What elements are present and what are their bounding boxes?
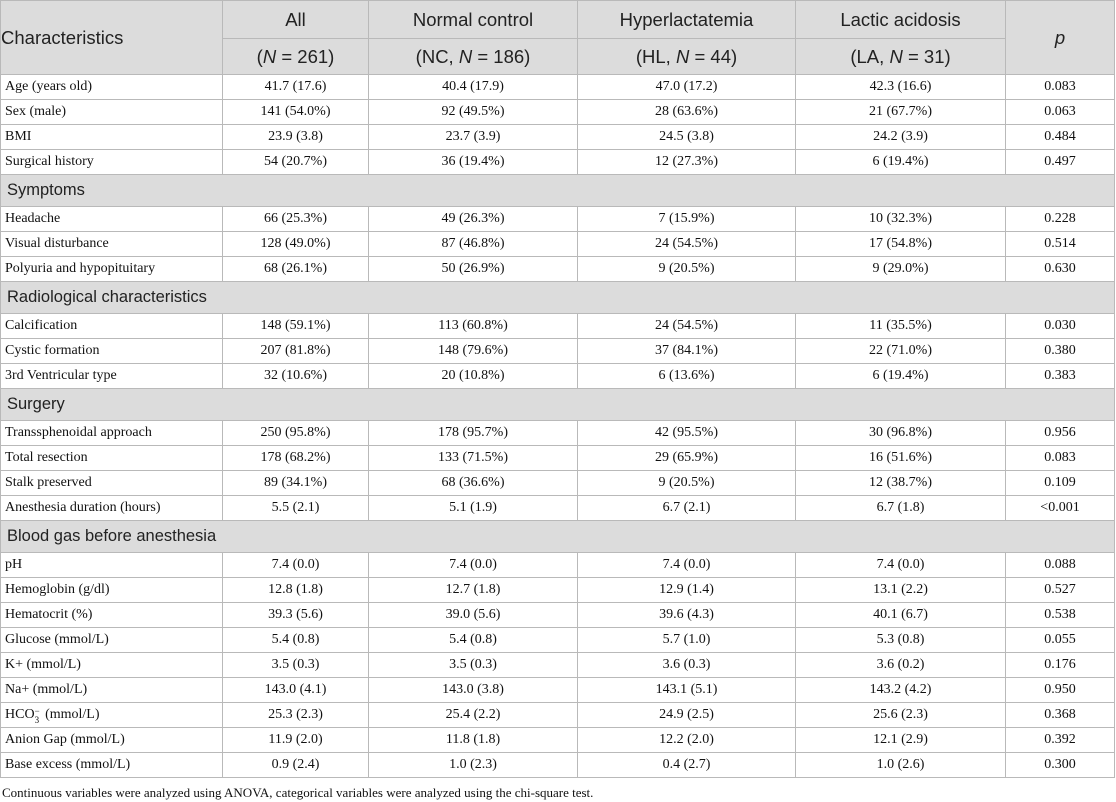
value-cell-la: 7.4 (0.0) — [796, 553, 1006, 578]
row-label — [1, 339, 223, 364]
table-footnote: Continuous variables were analyzed using ANOVA, categorical variables were analyzed using the chi-square test. — [2, 785, 594, 800]
n-prefix: NC, — [421, 45, 459, 67]
n-symbol: N — [889, 45, 903, 67]
row-label — [1, 471, 223, 496]
n-value: 31 — [923, 45, 945, 67]
n-symbol: N — [458, 45, 473, 67]
table-row — [1, 553, 1115, 578]
p-value-cell: 0.527 — [1006, 578, 1115, 603]
row-label — [1, 125, 223, 150]
value-cell-nc: 113 (60.8%) — [369, 314, 578, 339]
value-cell-nc: 3.5 (0.3) — [369, 653, 578, 678]
value-cell-all: 66 (25.3%) — [223, 207, 369, 232]
value-cell-hl: 7 (15.9%) — [578, 207, 796, 232]
value-cell-la: 22 (71.0%) — [796, 339, 1006, 364]
value-cell-all: 128 (49.0%) — [223, 232, 369, 257]
p-value-cell: 0.088 — [1006, 553, 1115, 578]
row-label-text: Cystic formation — [5, 343, 100, 358]
value-cell-hl: 12.9 (1.4) — [578, 578, 796, 603]
p-value-cell: 0.030 — [1006, 314, 1115, 339]
header-p-value: p — [1006, 1, 1115, 75]
row-label-text: Polyuria and hypopituitary — [5, 261, 156, 276]
value-cell-hl: 37 (84.1%) — [578, 339, 796, 364]
p-value-cell: 0.368 — [1006, 703, 1115, 728]
section-header-row — [1, 521, 1115, 553]
chemical-subscript-superscript — [34, 706, 42, 725]
row-label-text: Base excess (mmol/L) — [5, 757, 131, 772]
value-cell-nc: 20 (10.8%) — [369, 364, 578, 389]
row-label-text: Calcification — [5, 318, 78, 333]
row-label-text: Surgical history — [5, 154, 94, 169]
n-symbol: N — [262, 45, 277, 67]
value-cell-la: 143.2 (4.2) — [796, 678, 1006, 703]
row-label-text: HCO — [5, 707, 35, 722]
value-cell-la: 1.0 (2.6) — [796, 753, 1006, 778]
header-characteristics: Characteristics — [1, 1, 223, 75]
row-label-text: pH — [5, 557, 23, 572]
row-label — [1, 653, 223, 678]
value-cell-la: 30 (96.8%) — [796, 421, 1006, 446]
value-cell-hl: 39.6 (4.3) — [578, 603, 796, 628]
row-label-text: Anion Gap (mmol/L) — [5, 732, 125, 747]
row-label — [1, 553, 223, 578]
value-cell-la: 42.3 (16.6) — [796, 75, 1006, 100]
p-value-cell: 0.514 — [1006, 232, 1115, 257]
value-cell-nc: 5.1 (1.9) — [369, 496, 578, 521]
row-label-text: Total resection — [5, 450, 88, 465]
table-row — [1, 232, 1115, 257]
value-cell-nc: 178 (95.7%) — [369, 421, 578, 446]
value-cell-hl: 42 (95.5%) — [578, 421, 796, 446]
header-group-lactic-acidosis: Lactic acidosis — [796, 1, 1006, 39]
row-label — [1, 150, 223, 175]
value-cell-hl: 3.6 (0.3) — [578, 653, 796, 678]
section-header-row — [1, 389, 1115, 421]
value-cell-all: 148 (59.1%) — [223, 314, 369, 339]
value-cell-nc: 143.0 (3.8) — [369, 678, 578, 703]
row-label-text: 3rd Ventricular type — [5, 368, 117, 383]
n-symbol: N — [675, 45, 690, 67]
header-n-lactic-acidosis: (LA, N = 31) — [796, 39, 1006, 75]
value-cell-la: 13.1 (2.2) — [796, 578, 1006, 603]
value-cell-la: 40.1 (6.7) — [796, 603, 1006, 628]
p-value-cell: 0.055 — [1006, 628, 1115, 653]
value-cell-la: 11 (35.5%) — [796, 314, 1006, 339]
value-cell-nc: 11.8 (1.8) — [369, 728, 578, 753]
value-cell-hl: 6 (13.6%) — [578, 364, 796, 389]
p-value-cell: 0.484 — [1006, 125, 1115, 150]
value-cell-all: 11.9 (2.0) — [223, 728, 369, 753]
n-prefix: LA, — [856, 45, 890, 67]
value-cell-hl: 6.7 (2.1) — [578, 496, 796, 521]
row-label — [1, 728, 223, 753]
table-row — [1, 728, 1115, 753]
value-cell-la: 6.7 (1.8) — [796, 496, 1006, 521]
value-cell-hl: 24 (54.5%) — [578, 232, 796, 257]
p-value-cell: 0.083 — [1006, 446, 1115, 471]
table-row — [1, 603, 1115, 628]
table-row — [1, 446, 1115, 471]
header-n-hyperlactatemia: (HL, N = 44) — [578, 39, 796, 75]
value-cell-hl: 47.0 (17.2) — [578, 75, 796, 100]
p-value-cell: <0.001 — [1006, 496, 1115, 521]
value-cell-nc: 92 (49.5%) — [369, 100, 578, 125]
table-row — [1, 207, 1115, 232]
value-cell-all: 250 (95.8%) — [223, 421, 369, 446]
value-cell-nc: 68 (36.6%) — [369, 471, 578, 496]
label-superscript: − — [34, 706, 40, 716]
row-label — [1, 753, 223, 778]
section-title: Radiological characteristics — [1, 282, 1115, 314]
value-cell-all: 3.5 (0.3) — [223, 653, 369, 678]
value-cell-nc: 87 (46.8%) — [369, 232, 578, 257]
table-row — [1, 421, 1115, 446]
row-label-text: Hematocrit (%) — [5, 607, 93, 622]
value-cell-hl: 29 (65.9%) — [578, 446, 796, 471]
p-value-cell: 0.956 — [1006, 421, 1115, 446]
value-cell-all: 25.3 (2.3) — [223, 703, 369, 728]
value-cell-nc: 40.4 (17.9) — [369, 75, 578, 100]
value-cell-hl: 7.4 (0.0) — [578, 553, 796, 578]
row-label-text: Transsphenoidal approach — [5, 425, 152, 440]
row-label — [1, 496, 223, 521]
section-header-row — [1, 282, 1115, 314]
value-cell-hl: 24.9 (2.5) — [578, 703, 796, 728]
value-cell-all: 143.0 (4.1) — [223, 678, 369, 703]
header-n-all: (N = 261) — [223, 39, 369, 75]
value-cell-la: 5.3 (0.8) — [796, 628, 1006, 653]
table-row — [1, 471, 1115, 496]
value-cell-nc: 7.4 (0.0) — [369, 553, 578, 578]
value-cell-hl: 9 (20.5%) — [578, 257, 796, 282]
value-cell-hl: 24 (54.5%) — [578, 314, 796, 339]
value-cell-all: 178 (68.2%) — [223, 446, 369, 471]
value-cell-la: 10 (32.3%) — [796, 207, 1006, 232]
p-value-cell: 0.392 — [1006, 728, 1115, 753]
row-label-text: Hemoglobin (g/dl) — [5, 582, 110, 597]
value-cell-la: 25.6 (2.3) — [796, 703, 1006, 728]
value-cell-all: 89 (34.1%) — [223, 471, 369, 496]
p-value-cell: 0.176 — [1006, 653, 1115, 678]
table-row — [1, 653, 1115, 678]
p-value-cell: 0.380 — [1006, 339, 1115, 364]
value-cell-all: 54 (20.7%) — [223, 150, 369, 175]
table-row — [1, 314, 1115, 339]
value-cell-la: 21 (67.7%) — [796, 100, 1006, 125]
n-value: 261 — [297, 45, 329, 67]
value-cell-hl: 28 (63.6%) — [578, 100, 796, 125]
row-label-text: Sex (male) — [5, 104, 67, 119]
value-cell-nc: 12.7 (1.8) — [369, 578, 578, 603]
value-cell-nc: 23.7 (3.9) — [369, 125, 578, 150]
row-label — [1, 678, 223, 703]
value-cell-all: 41.7 (17.6) — [223, 75, 369, 100]
value-cell-all: 12.8 (1.8) — [223, 578, 369, 603]
row-label — [1, 75, 223, 100]
table-row — [1, 628, 1115, 653]
p-value-cell: 0.083 — [1006, 75, 1115, 100]
row-label-text: Anesthesia duration (hours) — [5, 500, 161, 515]
value-cell-hl: 0.4 (2.7) — [578, 753, 796, 778]
section-title: Blood gas before anesthesia — [1, 521, 1115, 553]
n-prefix: HL, — [642, 45, 676, 67]
value-cell-la: 12 (38.7%) — [796, 471, 1006, 496]
n-equals: = — [689, 45, 711, 67]
row-label — [1, 232, 223, 257]
value-cell-all: 141 (54.0%) — [223, 100, 369, 125]
row-label-text: Age (years old) — [5, 79, 93, 94]
p-value-cell: 0.300 — [1006, 753, 1115, 778]
table-row — [1, 339, 1115, 364]
row-label — [1, 703, 223, 728]
table-row — [1, 150, 1115, 175]
row-label-text: K+ (mmol/L) — [5, 657, 81, 672]
p-value-cell: 0.538 — [1006, 603, 1115, 628]
value-cell-hl: 12 (27.3%) — [578, 150, 796, 175]
value-cell-all: 5.5 (2.1) — [223, 496, 369, 521]
table-header — [1, 1, 1115, 75]
row-label-text: Glucose (mmol/L) — [5, 632, 109, 647]
section-title: Surgery — [1, 389, 1115, 421]
table-row — [1, 75, 1115, 100]
value-cell-la: 6 (19.4%) — [796, 364, 1006, 389]
table-row — [1, 703, 1115, 728]
value-cell-la: 17 (54.8%) — [796, 232, 1006, 257]
value-cell-all: 0.9 (2.4) — [223, 753, 369, 778]
row-label-text: Headache — [5, 211, 61, 226]
p-value-cell: 0.109 — [1006, 471, 1115, 496]
value-cell-hl: 12.2 (2.0) — [578, 728, 796, 753]
value-cell-all: 68 (26.1%) — [223, 257, 369, 282]
row-label — [1, 364, 223, 389]
value-cell-nc: 36 (19.4%) — [369, 150, 578, 175]
header-group-all: All — [223, 1, 369, 39]
header-group-hyperlactatemia: Hyperlactatemia — [578, 1, 796, 39]
p-value-cell: 0.630 — [1006, 257, 1115, 282]
value-cell-nc: 50 (26.9%) — [369, 257, 578, 282]
value-cell-nc: 49 (26.3%) — [369, 207, 578, 232]
value-cell-nc: 25.4 (2.2) — [369, 703, 578, 728]
value-cell-hl: 5.7 (1.0) — [578, 628, 796, 653]
table-body — [1, 75, 1115, 778]
n-equals: = — [902, 45, 924, 67]
table-row — [1, 678, 1115, 703]
row-label — [1, 257, 223, 282]
value-cell-nc: 5.4 (0.8) — [369, 628, 578, 653]
row-label-text: BMI — [5, 129, 32, 144]
p-value-cell: 0.228 — [1006, 207, 1115, 232]
value-cell-all: 207 (81.8%) — [223, 339, 369, 364]
row-label-text: Stalk preserved — [5, 475, 92, 490]
value-cell-hl: 24.5 (3.8) — [578, 125, 796, 150]
value-cell-all: 23.9 (3.8) — [223, 125, 369, 150]
p-value-cell: 0.950 — [1006, 678, 1115, 703]
value-cell-nc: 1.0 (2.3) — [369, 753, 578, 778]
value-cell-hl: 143.1 (5.1) — [578, 678, 796, 703]
table-row — [1, 100, 1115, 125]
row-label — [1, 603, 223, 628]
n-value: 186 — [493, 45, 525, 67]
value-cell-nc: 148 (79.6%) — [369, 339, 578, 364]
value-cell-all: 7.4 (0.0) — [223, 553, 369, 578]
row-label — [1, 628, 223, 653]
table-row — [1, 364, 1115, 389]
header-group-normal-control: Normal control — [369, 1, 578, 39]
value-cell-la: 3.6 (0.2) — [796, 653, 1006, 678]
row-label-unit: (mmol/L) — [41, 707, 100, 722]
value-cell-all: 5.4 (0.8) — [223, 628, 369, 653]
value-cell-all: 39.3 (5.6) — [223, 603, 369, 628]
table-row — [1, 496, 1115, 521]
p-value-cell: 0.497 — [1006, 150, 1115, 175]
p-value-cell: 0.383 — [1006, 364, 1115, 389]
row-label — [1, 100, 223, 125]
table-row — [1, 753, 1115, 778]
value-cell-la: 9 (29.0%) — [796, 257, 1006, 282]
value-cell-nc: 39.0 (5.6) — [369, 603, 578, 628]
row-label-text: Na+ (mmol/L) — [5, 682, 88, 697]
table-row — [1, 257, 1115, 282]
row-label — [1, 421, 223, 446]
row-label — [1, 446, 223, 471]
value-cell-la: 16 (51.6%) — [796, 446, 1006, 471]
row-label — [1, 207, 223, 232]
n-equals: = — [472, 45, 494, 67]
row-label-text: Visual disturbance — [5, 236, 109, 251]
value-cell-la: 24.2 (3.9) — [796, 125, 1006, 150]
section-title: Symptoms — [1, 175, 1115, 207]
label-subscript: 3 — [34, 715, 40, 725]
value-cell-hl: 9 (20.5%) — [578, 471, 796, 496]
n-value: 44 — [710, 45, 731, 67]
section-header-row — [1, 175, 1115, 207]
value-cell-la: 12.1 (2.9) — [796, 728, 1006, 753]
row-label — [1, 578, 223, 603]
value-cell-nc: 133 (71.5%) — [369, 446, 578, 471]
row-label — [1, 314, 223, 339]
n-equals: = — [276, 45, 298, 67]
value-cell-la: 6 (19.4%) — [796, 150, 1006, 175]
table-row — [1, 578, 1115, 603]
table-row — [1, 125, 1115, 150]
header-n-normal-control: (NC, N = 186) — [369, 39, 578, 75]
value-cell-all: 32 (10.6%) — [223, 364, 369, 389]
p-value-cell: 0.063 — [1006, 100, 1115, 125]
